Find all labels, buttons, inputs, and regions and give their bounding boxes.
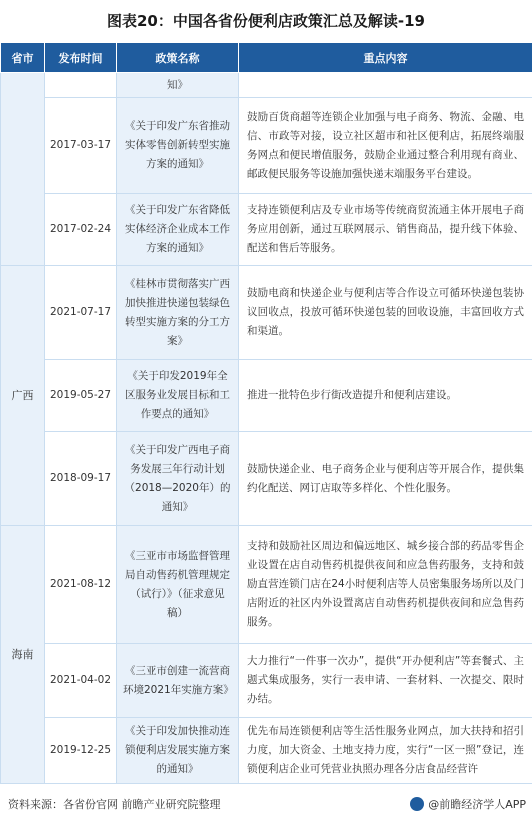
key-content-cell: 鼓励快递企业、电子商务企业与便利店等开展合作，提供集约化配送、网订店取等多样化、个性化服务。 [239, 432, 532, 526]
key-content-cell: 优先布局连锁便利店等生活性服务业网点，加大扶持和招引力度，加大资金、土地支持力度，实行“一区一照”登记，连锁便利店企业可凭营业执照办理各分店食品经营许 [239, 718, 532, 784]
table-header-row [1, 43, 532, 73]
table-row [1, 360, 532, 432]
header-province: 省市 [1, 43, 45, 73]
key-content-cell: 大力推行“一件事一次办”，提供“开办便利店”等套餐式、主题式集成服务，实行一表申请、一套材料、一次提交、限时办结。 [239, 644, 532, 718]
brand-logo-icon [410, 797, 424, 811]
table-row [1, 432, 532, 526]
date-cell: 2017-03-17 [45, 98, 117, 194]
policy-name-cell: 《关于印发2019年全区服务业发展目标和工作要点的通知》 [117, 360, 239, 432]
date-cell: 2021-07-17 [45, 266, 117, 360]
date-cell: 2018-09-17 [45, 432, 117, 526]
date-cell: 2021-08-12 [45, 526, 117, 644]
source-note: 资料来源：各省份官网 前瞻产业研究院整理 [8, 798, 221, 811]
policy-name-cell: 《桂林市贯彻落实广西加快推进快递包装绿色转型实施方案的分工方案》 [117, 266, 239, 360]
date-cell: 2019-05-27 [45, 360, 117, 432]
date-cell: 2017-02-24 [45, 194, 117, 266]
page-title: 图表20：中国各省份便利店政策汇总及解读-19 [107, 11, 425, 30]
key-content-cell: 鼓励电商和快递企业与便利店等合作设立可循环快递包装协议回收点，投放可循环快递包装的回收设施，丰富回收方式和渠道。 [239, 266, 532, 360]
key-content-cell: 推进一批特色步行街改造提升和便利店建设。 [239, 360, 532, 432]
policy-table [0, 42, 532, 784]
table-row [1, 718, 532, 784]
policy-name-cell: 《三亚市市场监督管理局自动售药机管理规定（试行）》（征求意见稿） [117, 526, 239, 644]
table-row [1, 526, 532, 644]
header-key-content: 重点内容 [239, 43, 532, 73]
date-cell: 2021-04-02 [45, 644, 117, 718]
header-policy-name: 政策名称 [117, 43, 239, 73]
table-row [1, 98, 532, 194]
brand-credit [410, 796, 526, 812]
brand-text: @前瞻经济学人APP [428, 798, 526, 811]
key-content-cell: 支持连锁便利店及专业市场等传统商贸流通主体开展电子商务应用创新，通过互联网展示、销售商品，提升线下体验、配送和售后等服务。 [239, 194, 532, 266]
key-content-cell: 支持和鼓励社区周边和偏远地区、城乡接合部的药品零售企业设置在店自动售药机提供夜间和应急售药服务，支持和鼓励直营连锁门店在24小时便利店等人员密集服务场所以及门店附近的社区内外设置离店自动售药机提供夜间和应急售药服务。 [239, 526, 532, 644]
policy-name-cell: 《关于印发加快推动连锁便利店发展实施方案的通知》 [117, 718, 239, 784]
key-content-cell [239, 73, 532, 98]
key-content-cell: 鼓励百货商超等连锁企业加强与电子商务、物流、金融、电信、市政等对接，设立社区超市和社区便利店，拓展终端服务网点和便民增值服务，鼓励企业通过整合利用现有商业、邮政便民服务等设施加强快递末端服务平台建设。 [239, 98, 532, 194]
province-cell-hainan: 海南 [1, 526, 45, 784]
policy-name-cell: 《三亚市创建一流营商环境2021年实施方案》 [117, 644, 239, 718]
policy-name-cell: 《关于印发广东省推动实体零售创新转型实施方案的通知》 [117, 98, 239, 194]
policy-name-cell: 《关于印发广东省降低实体经济企业成本工作方案的通知》 [117, 194, 239, 266]
table-row [1, 644, 532, 718]
table-row [1, 194, 532, 266]
province-cell-guangxi: 广西 [1, 266, 45, 526]
table-row [1, 73, 532, 98]
date-cell: 2019-12-25 [45, 718, 117, 784]
table-row [1, 266, 532, 360]
policy-name-cell: 知》 [117, 73, 239, 98]
policy-name-cell: 《关于印发广西电子商务发展三年行动计划（2018—2020年）的通知》 [117, 432, 239, 526]
header-date: 发布时间 [45, 43, 117, 73]
date-cell [45, 73, 117, 98]
province-cell-guangdong [1, 73, 45, 266]
